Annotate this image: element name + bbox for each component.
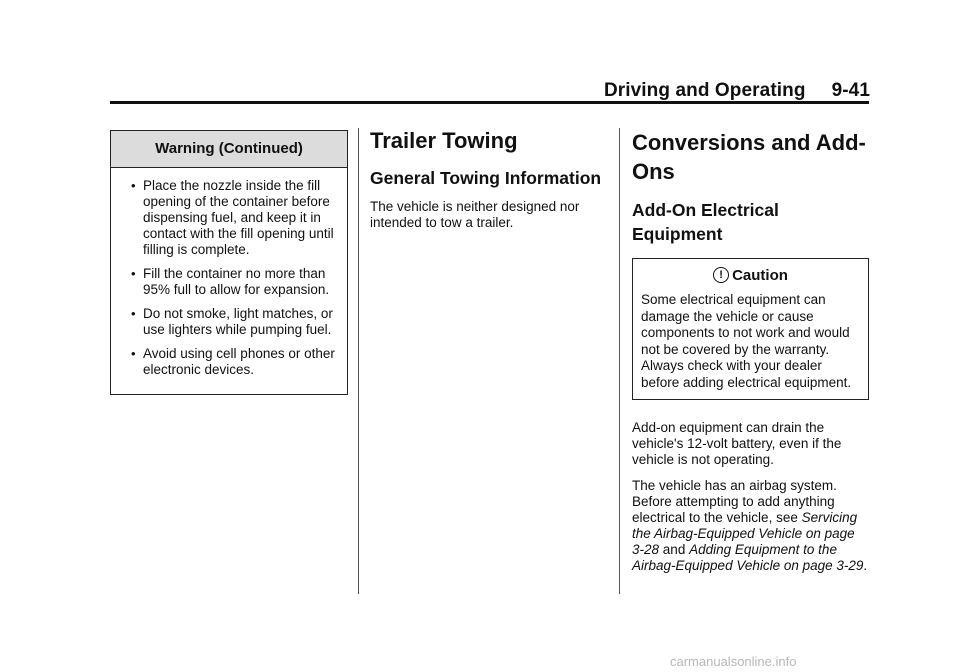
bullet-icon: • — [131, 266, 136, 281]
conversions-section — [632, 128, 869, 574]
page-number: 9-41 — [831, 80, 870, 101]
bullet-icon: • — [131, 306, 136, 321]
section-title: Driving and Operating — [603, 80, 806, 101]
list-item: • Fill the container no more than 95% full to allow for expansion. — [131, 266, 330, 297]
subsection-heading: Add-On Electrical Equipment — [632, 200, 779, 244]
watermark: carmanualsonline.info — [670, 654, 797, 669]
column-divider-left — [358, 128, 359, 594]
list-item: • Do not smoke, light matches, or use lighters while pumping fuel. — [131, 306, 333, 337]
warning-heading: Warning (Continued) — [111, 131, 347, 168]
list-item: • Avoid using cell phones or other electronic devices. — [131, 346, 335, 377]
body-paragraph: Add-on equipment can drain the vehicle's 12-volt battery, even if the vehicle is not operating. — [632, 420, 842, 467]
section-heading: Conversions and Add-Ons — [632, 130, 866, 184]
warning-list — [111, 178, 347, 378]
caution-exclamation-icon: ! — [713, 267, 729, 283]
section-heading: Trailer Towing — [370, 128, 518, 153]
trailer-towing-section — [370, 128, 605, 231]
body-paragraph: The vehicle has an airbag system. Before attempting to add anything electrical to the vehicle, see Servicing the Airbag-Equipped Vehicle on page 3-28 and Adding Equipment to the Airbag-Equipped Vehicle on page 3-29. — [632, 478, 868, 573]
warning-box — [110, 130, 348, 395]
bullet-icon: • — [131, 178, 136, 193]
body-paragraph: The vehicle is neither designed nor intended to tow a trailer. — [370, 199, 580, 230]
header-rule — [110, 101, 869, 104]
subsection-heading: General Towing Information — [370, 168, 602, 188]
caution-heading: ! Caution — [641, 267, 860, 284]
cross-reference-link[interactable]: Adding Equipment to the Airbag-Equipped Vehicle on page 3-29 — [632, 542, 864, 573]
column-divider-right — [619, 128, 620, 594]
bullet-icon: • — [131, 346, 136, 361]
caution-text: Some electrical equipment can damage the vehicle or cause components to not work and would not be covered by the warranty. Always check with your dealer before adding electrical equipment. — [641, 292, 852, 390]
list-item: • Place the nozzle inside the fill opening of the container before dispensing fuel, and keep it in contact with the fill opening until filling is complete. — [131, 178, 334, 257]
cross-reference-link[interactable]: Servicing the Airbag-Equipped Vehicle on page 3-28 — [632, 510, 858, 557]
header-title — [560, 80, 870, 102]
caution-box — [632, 258, 869, 400]
